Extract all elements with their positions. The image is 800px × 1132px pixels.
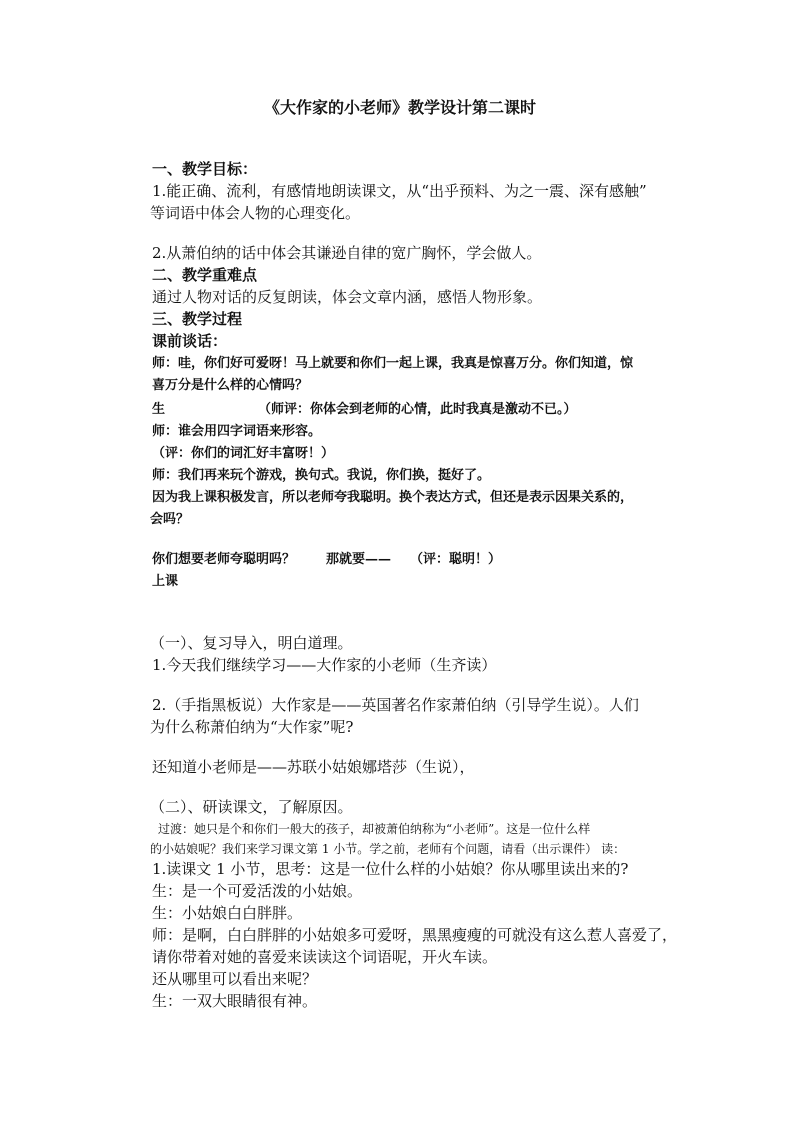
dialogue-teacher-4-line-1: 因为我上课积极发言，所以老师夸我聪明。换个表达方式，但还是表示因果关系的， — [152, 490, 634, 505]
dialogue-teacher-3: 师：我们再来玩个游戏，换句式。我说，你们换，挺好了。 — [152, 468, 491, 483]
section-heading-key-points: 二、教学重难点 — [152, 266, 258, 284]
part-2-teacher-line-1: 师：是啊，白白胖胖的小姑娘多可爱呀，黑黑瘦瘦的可就没有这么惹人喜爱了， — [152, 926, 678, 944]
dialogue-student: 生 — [152, 402, 166, 417]
key-points-text: 通过人物对话的反复朗读，体会文章内涵，感悟人物形象。 — [152, 288, 543, 306]
dialogue-teacher-1-line-2: 喜万分是什么样的心情吗？ — [152, 378, 309, 393]
part-1-item-3: 还知道小老师是——苏联小姑娘娜塔莎（生说）， — [152, 758, 475, 776]
dialogue-teacher-4-line-2: 会吗？ — [150, 512, 190, 527]
dialogue-teacher-2: 师：谁会用四字词语来形容。 — [152, 424, 322, 439]
part-2-transition-line-1: 过渡：她只是个和你们一般大的孩子，却被萧伯纳称为“小老师”。这是一位什么样 — [158, 822, 591, 836]
goal-2: 2.从萧伯纳的话中体会其谦逊自律的宽广胸怀，学会做人。 — [152, 244, 542, 262]
class-start: 上课 — [152, 574, 179, 589]
part-2-answer-1: 生：是一个可爱活泼的小姑娘。 — [152, 882, 363, 900]
section-heading-process: 三、教学过程 — [152, 310, 243, 328]
dialogue-teacher-comment: （师评：你体会到老师的心情，此时我真是激动不已。） — [258, 402, 577, 417]
part-2-answer-2: 生：小姑娘白白胖胖。 — [152, 904, 303, 922]
dialogue-teacher-5-cont: 那就要—— — [326, 552, 392, 567]
part-2-teacher-line-2: 请你带着对她的喜爱来读读这个词语呢，开火车读。 — [152, 948, 498, 966]
part-2-answer-3: 生：一双大眼睛很有神。 — [152, 992, 318, 1010]
document-title: 《大作家的小老师》教学设计第二课时 — [263, 98, 536, 117]
part-2-question: 还从哪里可以看出来呢？ — [152, 970, 318, 988]
dialogue-comment-3: （评：聪明！） — [410, 552, 502, 567]
dialogue-teacher-5: 你们想要老师夸聪明吗？ — [152, 552, 296, 567]
section-heading-goals: 一、教学目标： — [152, 160, 258, 178]
part-1-item-1: 1.今天我们继续学习——大作家的小老师（生齐读） — [152, 656, 497, 674]
part-1-item-2-line-2: 为什么称萧伯纳为“大作家”呢? — [150, 718, 354, 736]
part-2-item-1: 1.读课文 1 小节，思考：这是一位什么样的小姑娘？你从哪里读出来的? — [152, 860, 629, 878]
dialogue-teacher-1-line-1: 师：哇，你们好可爱呀！马上就要和你们一起上课，我真是惊喜万分。你们知道，惊 — [152, 356, 634, 371]
part-1-item-2-line-1: 2.（手指黑板说）大作家是——英国著名作家萧伯纳（引导学生说）。人们 — [152, 696, 639, 714]
part-2-transition-line-2: 的小姑娘呢？我们来学习课文第 1 小节。学之前，老师有个问题，请看（出示课件） 读： — [150, 842, 626, 856]
part-1-heading: （一）、复习导入，明白道理。 — [150, 634, 353, 652]
pre-class-heading: 课前谈话： — [152, 332, 228, 350]
goal-1-line-2: 等词语中体会人物的心理变化。 — [150, 204, 361, 222]
part-2-heading: （二）、研读课文，了解原因。 — [150, 798, 353, 816]
goal-1-line-1: 1.能正确、流利，有感情地朗读课文，从“出乎预料、为之一震、深有感触” — [152, 182, 647, 200]
dialogue-comment-2: （评：你们的词汇好丰富呀！） — [152, 446, 335, 461]
